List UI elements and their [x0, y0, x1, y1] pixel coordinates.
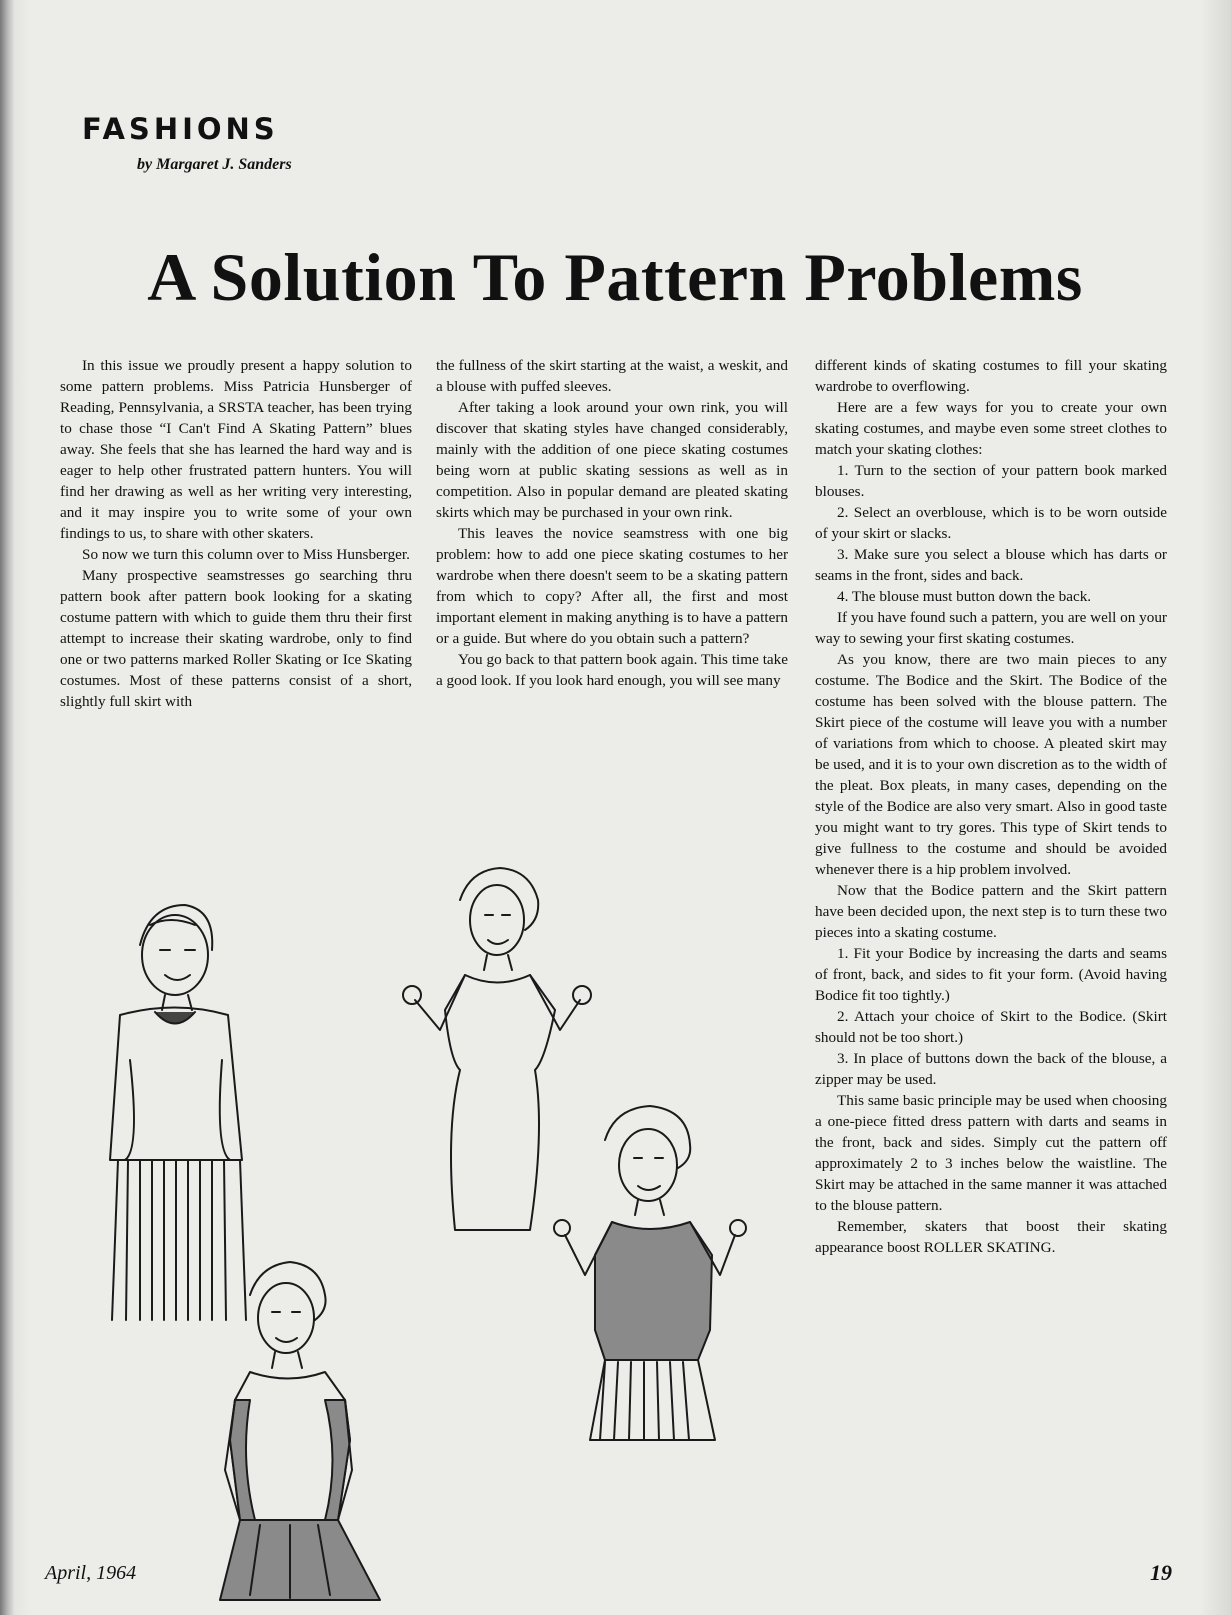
issue-date: April, 1964 [45, 1562, 137, 1584]
list-item: 3. In place of buttons down the back of the blouse, a zipper may be used. [815, 1050, 1167, 1088]
paragraph: So now we turn this column over to Miss Hunsberger. [82, 546, 410, 563]
paragraph: This leaves the novice seamstress with one big problem: how to add one piece skating costumes to her wardrobe when there doesn't seem to be a skating pattern from which to copy? After all, the first and most important element in making anything is to have a pattern or a guide. But where do you obtain such a pattern? [436, 525, 788, 647]
paragraph: This same basic principle may be used when choosing a one-piece fitted dress pattern with darts and seams in the front, back and sides. Simply cut the pattern off approximately 2 to 3 inches below the waistline. The Skirt may be attached in the same manner it was attached to the blouse pattern. [815, 1092, 1167, 1214]
figure-blouse-pleated-skirt [110, 905, 246, 1320]
paragraph: different kinds of skating costumes to fill your skating wardrobe to overflowing. [815, 357, 1167, 395]
section-label: FASHIONS [82, 112, 279, 146]
list-item: 1. Turn to the section of your pattern book marked blouses. [815, 462, 1167, 500]
list-item: 2. Attach your choice of Skirt to the Bodice. (Skirt should not be too short.) [815, 1008, 1167, 1046]
paragraph: After taking a look around your own rink, you will discover that skating styles have changed considerably, mainly with the addition of one piece skating costumes being worn at public skating sessions as well as in competition. Also in popular demand are pleated skating skirts which may be purchased in your own rink. [436, 399, 788, 521]
paragraph: In this issue we proudly present a happy solution to some pattern problems. Miss Patricia Hunsberger of Reading, Pennsylvania, a SRSTA teacher, has been trying to chase those “I Can't Find A Skating Pattern” blues away. She feels that she has learned the hard way and is eager to help other frustrated pattern hunters. You will find her drawing as well as her writing very interesting, and it may inspire you to write some of your own findings to us, to share with other skaters. [60, 357, 412, 542]
paragraph: As you know, there are two main pieces to any costume. The Bodice and the Skirt. The Bodice of the costume has been solved with the blouse pattern. The Skirt piece of the costume will leave you with a number of variations from which to choose. A pleated skirt may be used, and it is to your own discretion as to the width of the pleat. Box pleats, in many cases, depending on the style of the Bodice are also very smart. Also in good taste you might want to try gores. This type of Skirt tends to give fullness to the costume and should be avoided whenever there is a hip problem involved. [815, 651, 1167, 878]
list-item: 1. Fit your Bodice by increasing the darts and seams of front, back, and sides to fit your form. (Avoid having Bodice fit too tightly.) [815, 945, 1167, 1004]
figure-sheath-dress [403, 868, 591, 1230]
list-item: 4. The blouse must button down the back. [837, 588, 1092, 605]
figure-drop-waist-dress [554, 1106, 746, 1440]
figure-flared-dress [220, 1262, 380, 1600]
paragraph: Many prospective seamstresses go searching thru pattern book after pattern book looking for a skating costume pattern with which to guide them thru their first attempt to increase their skating wardrobe, only to find one or two patterns marked Roller Skating or Ice Skating costumes. Most of these patterns consist of a short, slightly full skirt with [60, 567, 412, 710]
paragraph: Here are a few ways for you to create your own skating costumes, and maybe even some street clothes to match your skating clothes: [815, 399, 1167, 458]
paragraph: If you have found such a pattern, you are well on your way to sewing your first skating costumes. [815, 609, 1167, 647]
article-headline: A Solution To Pattern Problems [147, 239, 1083, 315]
list-item: 3. Make sure you select a blouse which has darts or seams in the front, sides and back. [815, 546, 1167, 584]
paragraph: Remember, skaters that boost their skating appearance boost ROLLER SKATING. [815, 1218, 1167, 1256]
list-item: 2. Select an overblouse, which is to be worn outside of your skirt or slacks. [815, 504, 1167, 542]
paragraph: the fullness of the skirt starting at the waist, a weskit, and a blouse with puffed sleeves. [436, 357, 788, 395]
page-number: 19 [1150, 1560, 1172, 1585]
byline: by Margaret J. Sanders [137, 156, 292, 173]
paragraph: You go back to that pattern book again. This time take a good look. If you look hard enough, you will see many [436, 651, 788, 689]
paragraph: Now that the Bodice pattern and the Skirt pattern have been decided upon, the next step is to turn these two pieces into a skating costume. [815, 882, 1167, 941]
